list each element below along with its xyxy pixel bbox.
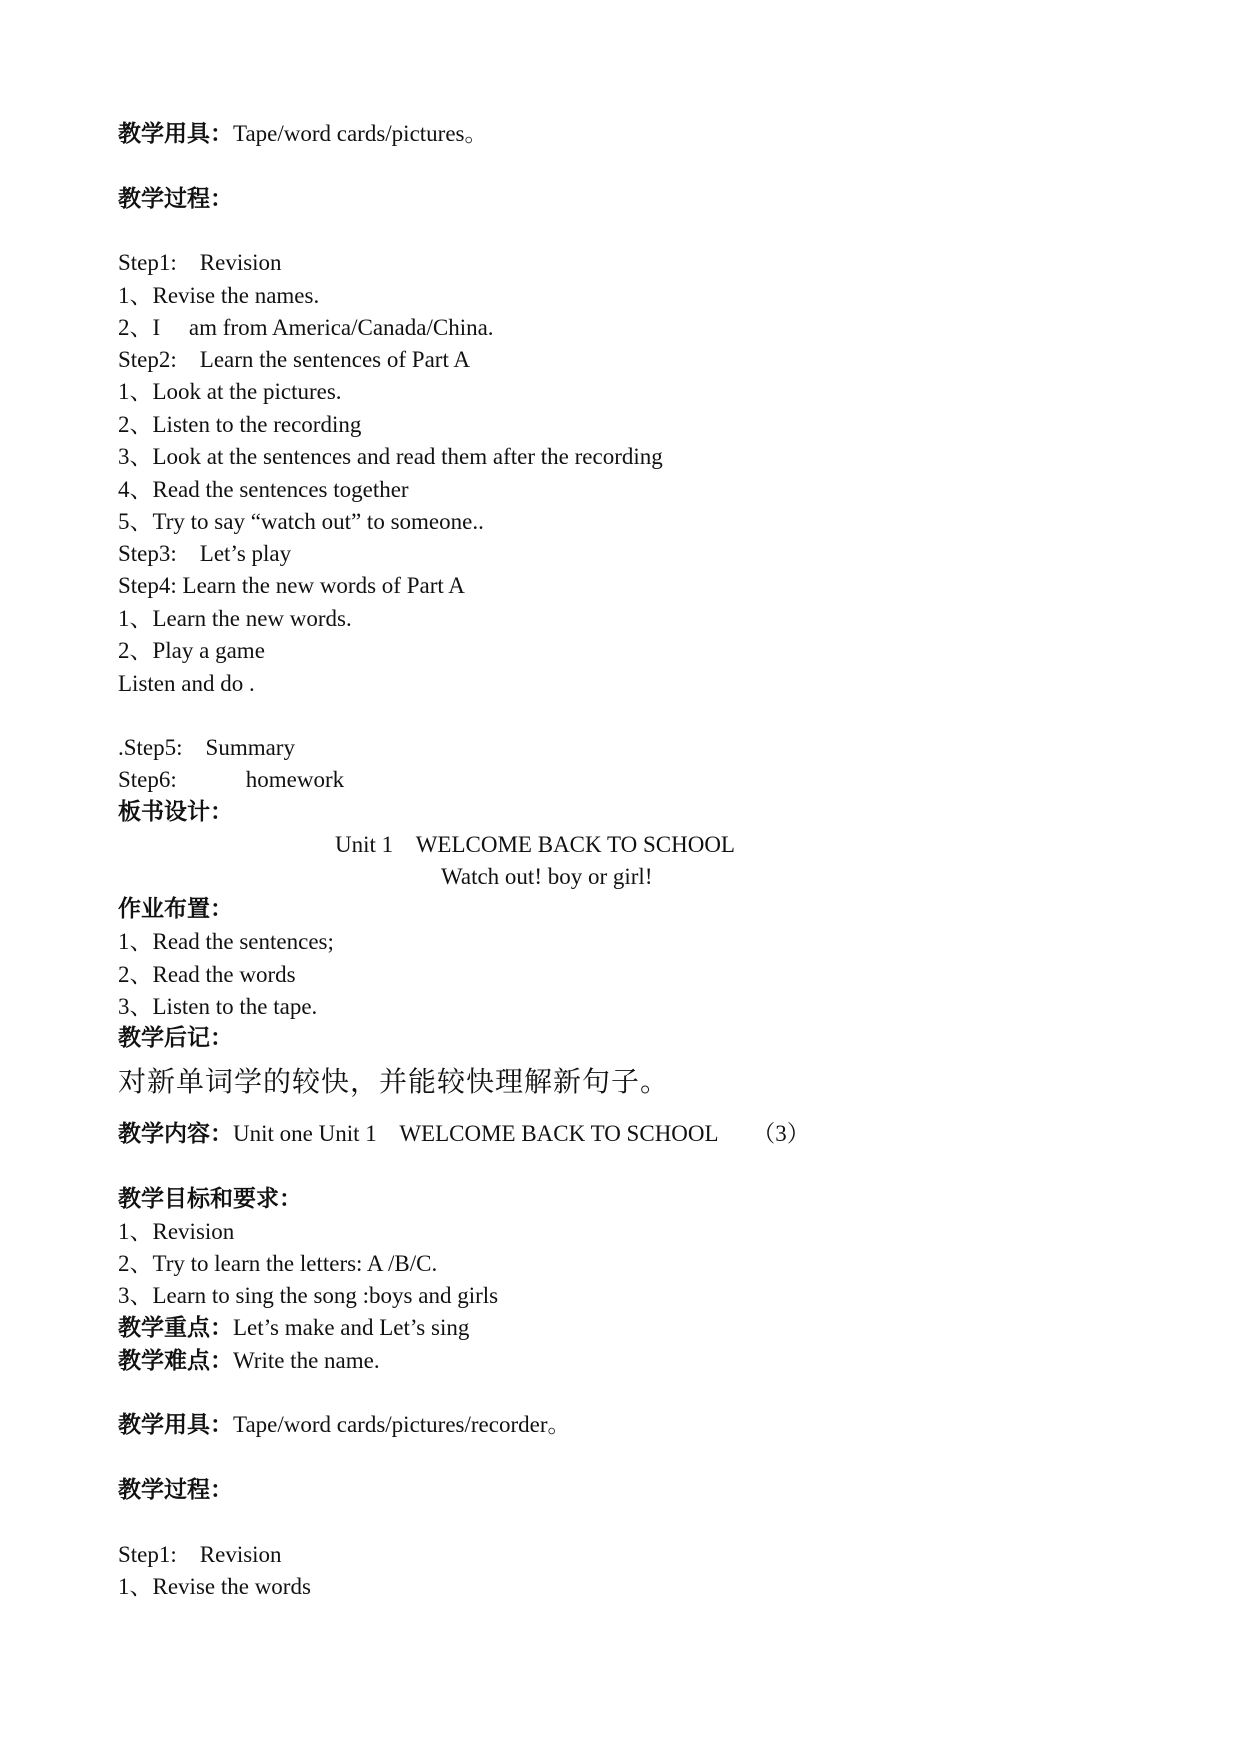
goals-heading: 教学目标和要求：	[118, 1186, 302, 1211]
step2-item: 4、Read the sentences together	[118, 477, 409, 502]
tools-label-2: 教学用具：	[118, 1412, 233, 1437]
difficulty-label: 教学难点：	[118, 1348, 233, 1373]
step2-heading: Step2: Learn the sentences of Part A	[118, 347, 470, 372]
step1-item-2: 1、Revise the words	[118, 1574, 311, 1599]
step2-item: 2、Listen to the recording	[118, 412, 362, 437]
goal-item: 3、Learn to sing the song :boys and girls	[118, 1283, 499, 1308]
step2-item: 3、Look at the sentences and read them after the recording	[118, 444, 663, 469]
key-point-text: Let’s make and Let’s sing	[233, 1315, 470, 1340]
content-label: 教学内容：	[118, 1121, 233, 1146]
step3-heading: Step3: Let’s play	[118, 541, 292, 566]
step2-item: 5、Try to say “watch out” to someone..	[118, 509, 484, 534]
key-point-line	[118, 1314, 469, 1342]
process-heading: 教学过程：	[118, 186, 233, 211]
board-design-heading: 板书设计：	[118, 799, 233, 824]
step6-heading: Step6: homework	[118, 767, 345, 792]
step1-item: 1、Revise the names.	[118, 283, 320, 308]
homework-item: 3、Listen to the tape.	[118, 994, 318, 1019]
homework-heading: 作业布置：	[118, 896, 233, 921]
step5-heading: .Step5: Summary	[118, 735, 295, 760]
tools-line-2	[118, 1411, 571, 1439]
afterword-heading: 教学后记：	[118, 1025, 233, 1050]
afterword-text: 对新单词学的较快，并能较快理解新句子。	[118, 1067, 670, 1098]
key-point-label: 教学重点：	[118, 1315, 233, 1340]
content-line	[118, 1120, 810, 1148]
content-text: Unit one Unit 1 WELCOME BACK TO SCHOOL （3）	[233, 1121, 810, 1146]
listen-and-do: Listen and do .	[118, 671, 255, 696]
tools-label: 教学用具：	[118, 121, 233, 146]
tools-text-2: Tape/word cards/pictures/recorder。	[233, 1412, 571, 1437]
step4-heading: Step4: Learn the new words of Part A	[118, 573, 465, 598]
board-subtitle: Watch out! boy or girl!	[441, 864, 653, 889]
process-heading-2: 教学过程：	[118, 1477, 233, 1502]
board-title: Unit 1 WELCOME BACK TO SCHOOL	[335, 832, 735, 857]
step4-item: 1、Learn the new words.	[118, 606, 352, 631]
tools-line	[118, 120, 488, 148]
difficulty-line	[118, 1347, 380, 1375]
goal-item: 1、Revision	[118, 1219, 235, 1244]
goal-item: 2、Try to learn the letters: A /B/C.	[118, 1251, 438, 1276]
step1-heading-2: Step1: Revision	[118, 1542, 282, 1567]
homework-item: 1、Read the sentences;	[118, 929, 334, 954]
homework-item: 2、Read the words	[118, 962, 296, 987]
step1-heading: Step1: Revision	[118, 250, 282, 275]
step1-item: 2、I am from America/Canada/China.	[118, 315, 494, 340]
step4-item: 2、Play a game	[118, 638, 265, 663]
tools-text: Tape/word cards/pictures。	[233, 121, 488, 146]
difficulty-text: Write the name.	[233, 1348, 380, 1373]
step2-item: 1、Look at the pictures.	[118, 379, 342, 404]
